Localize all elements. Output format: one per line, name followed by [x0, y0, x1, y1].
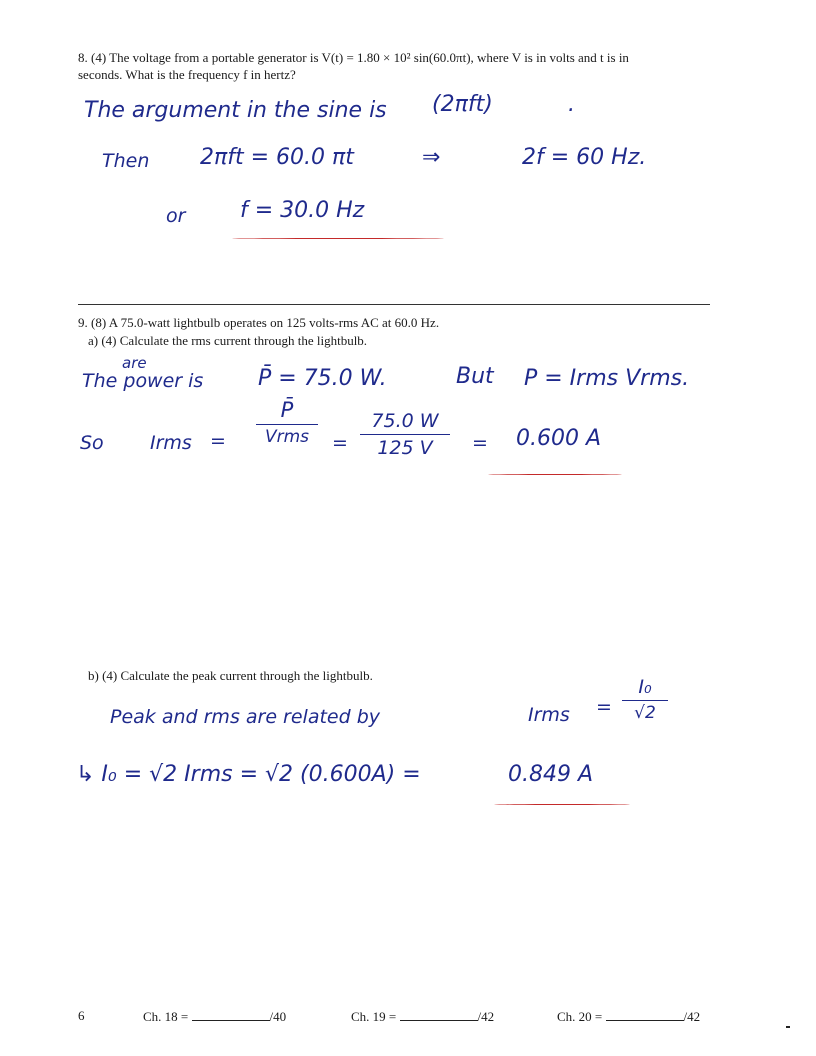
- problem-9-question: 9. (8) A 75.0-watt lightbulb operates on 125 volts-rms AC at 60.0 Hz.: [78, 315, 440, 330]
- p8-hw-then: Then: [102, 150, 150, 172]
- p8-hw-implies: ⇒: [422, 145, 441, 170]
- p9b-frac-numerator: I₀: [638, 676, 652, 698]
- problem-9a-question: a) (4) Calculate the rms current through the lightbulb.: [88, 333, 368, 348]
- p8-hw-period: .: [568, 92, 575, 117]
- ch20-label: Ch. 20 =: [557, 1009, 603, 1024]
- p9a-frac1-denominator: Vrms: [264, 427, 310, 447]
- p8-hw-argument: The argument in the sine is: [84, 98, 387, 123]
- p9b-hw-peak-eq: ↳ I₀ = √2 Irms = √2 (0.600A) =: [76, 762, 421, 787]
- p8-hw-or: or: [166, 205, 186, 227]
- p9b-hw-result: 0.849 A: [508, 762, 594, 787]
- p9a-hw-pbar: P̄ = 75.0 W.: [258, 366, 387, 391]
- ch19-score-blank: [400, 1008, 478, 1021]
- p9a-hw-are: are: [122, 354, 147, 372]
- p9a-fraction-1: [256, 398, 318, 447]
- p9a-hw-eq3: =: [472, 432, 488, 454]
- p9a-hw-eq1: =: [210, 430, 226, 452]
- ch20-total: /42: [683, 1009, 701, 1024]
- page-number: 6: [78, 1008, 85, 1023]
- problem-9b-question: b) (4) Calculate the peak current through the lightbulb.: [88, 668, 373, 683]
- p9a-hw-result: 0.600 A: [516, 426, 602, 451]
- p8-hw-2f: 2f = 60 Hz.: [522, 145, 647, 170]
- p9a-answer-underline: [488, 474, 622, 475]
- p8-hw-equation: 2πft = 60.0 πt: [200, 145, 354, 170]
- p9b-hw-irms: Irms: [528, 704, 570, 726]
- p9b-fraction: [622, 676, 668, 723]
- scan-mark: [786, 1026, 790, 1028]
- p9b-answer-underline: [494, 804, 630, 805]
- p9a-frac1-bar: [256, 424, 318, 425]
- p9a-frac2-bar: [360, 434, 450, 435]
- p9a-hw-eq2: =: [332, 432, 348, 454]
- ch18-label: Ch. 18 =: [143, 1009, 189, 1024]
- p8-answer-underline: [232, 238, 444, 239]
- ch19-label: Ch. 19 =: [351, 1009, 397, 1024]
- p9b-hw-relation: Peak and rms are related by: [110, 706, 381, 728]
- problem-8-question-line2: seconds. What is the frequency f in hertz?: [78, 67, 296, 82]
- p9a-frac2-denominator: 125 V: [377, 437, 433, 459]
- section-divider: [78, 304, 710, 305]
- p9a-hw-power: The power is: [82, 370, 204, 392]
- ch19-total: /42: [477, 1009, 495, 1024]
- ch18-total: /40: [269, 1009, 287, 1024]
- p9a-hw-so: So: [80, 432, 104, 454]
- score-ch20: [557, 1008, 700, 1025]
- p9a-frac2-numerator: 75.0 W: [371, 410, 439, 432]
- score-ch19: [351, 1008, 494, 1025]
- p8-hw-argument-expr: (2πft): [432, 92, 493, 117]
- ch18-score-blank: [192, 1008, 270, 1021]
- p9b-hw-eq: =: [596, 696, 612, 718]
- p9a-hw-irms: Irms: [150, 432, 192, 454]
- problem-8-question-line1: 8. (4) The voltage from a portable generator is V(t) = 1.80 × 10² sin(60.0πt), where V is in volts and t is in: [78, 50, 629, 65]
- p9a-hw-but: But: [456, 364, 494, 389]
- score-ch18: [143, 1008, 286, 1025]
- p8-hw-answer: f = 30.0 Hz: [240, 198, 365, 223]
- p9b-frac-bar: [622, 700, 668, 701]
- p9b-frac-denominator: √2: [634, 703, 656, 723]
- ch20-score-blank: [606, 1008, 684, 1021]
- p9a-fraction-2: [360, 410, 450, 459]
- p9a-frac1-numerator: P̄: [280, 398, 294, 422]
- p9a-hw-power-eq: P = Irms Vrms.: [524, 366, 690, 391]
